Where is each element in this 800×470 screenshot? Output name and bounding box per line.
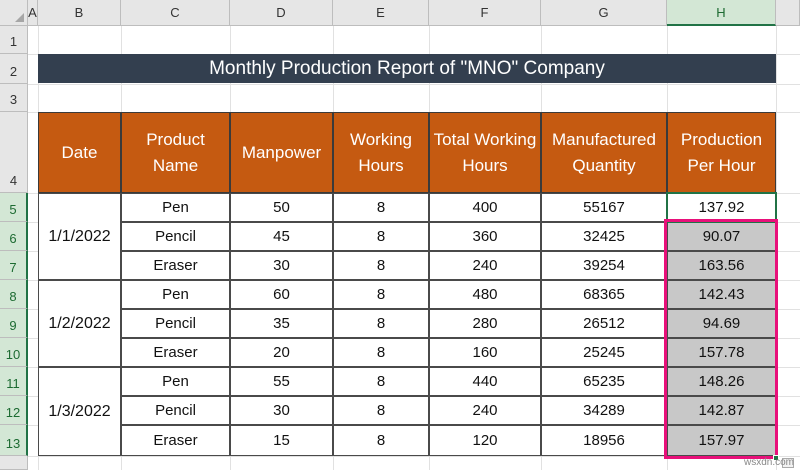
row-header-3[interactable]: 3: [0, 84, 28, 112]
column-header-e[interactable]: E: [333, 0, 429, 26]
manpower-cell[interactable]: 60: [230, 280, 333, 309]
manufactured-quantity-cell[interactable]: 32425: [541, 222, 667, 251]
manufactured-quantity-cell[interactable]: 68365: [541, 280, 667, 309]
date-cell[interactable]: 1/2/2022: [38, 280, 121, 367]
date-cell[interactable]: 1/3/2022: [38, 367, 121, 456]
table-header-date: Date: [38, 112, 121, 193]
total-working-hours-cell[interactable]: 480: [429, 280, 541, 309]
select-all-corner[interactable]: [0, 0, 28, 26]
product-name-cell[interactable]: Pen: [121, 367, 230, 396]
manufactured-quantity-cell[interactable]: 18956: [541, 425, 667, 456]
column-header-d[interactable]: D: [230, 0, 333, 26]
row-header-12[interactable]: 12: [0, 396, 28, 425]
watermark: wsxdn.com: [743, 457, 794, 468]
manufactured-quantity-cell[interactable]: 25245: [541, 338, 667, 367]
production-per-hour-cell[interactable]: 163.56: [667, 251, 776, 280]
production-per-hour-cell[interactable]: 157.78: [667, 338, 776, 367]
row-header-9[interactable]: 9: [0, 309, 28, 338]
manufactured-quantity-cell[interactable]: 65235: [541, 367, 667, 396]
table-header-manpower: Manpower: [230, 112, 333, 193]
gridline-horizontal: [28, 456, 800, 457]
product-name-cell[interactable]: Pen: [121, 193, 230, 222]
product-name-cell[interactable]: Pencil: [121, 222, 230, 251]
row-header-1[interactable]: 1: [0, 26, 28, 54]
manufactured-quantity-cell[interactable]: 34289: [541, 396, 667, 425]
manpower-cell[interactable]: 50: [230, 193, 333, 222]
row-header-6[interactable]: 6: [0, 222, 28, 251]
column-header-f[interactable]: F: [429, 0, 541, 26]
manpower-cell[interactable]: 55: [230, 367, 333, 396]
manufactured-quantity-cell[interactable]: 55167: [541, 193, 667, 222]
total-working-hours-cell[interactable]: 400: [429, 193, 541, 222]
column-header-a[interactable]: A: [28, 0, 38, 26]
row-header-2[interactable]: 2: [0, 54, 28, 84]
production-per-hour-cell[interactable]: 94.69: [667, 309, 776, 338]
production-per-hour-cell[interactable]: 90.07: [667, 222, 776, 251]
production-per-hour-cell[interactable]: 148.26: [667, 367, 776, 396]
report-title: Monthly Production Report of "MNO" Company: [38, 54, 776, 83]
working-hours-cell[interactable]: 8: [333, 425, 429, 456]
working-hours-cell[interactable]: 8: [333, 222, 429, 251]
product-name-cell[interactable]: Pen: [121, 280, 230, 309]
working-hours-cell[interactable]: 8: [333, 338, 429, 367]
total-working-hours-cell[interactable]: 240: [429, 251, 541, 280]
column-header-next[interactable]: [776, 0, 800, 26]
manpower-cell[interactable]: 30: [230, 396, 333, 425]
row-header-7[interactable]: 7: [0, 251, 28, 280]
product-name-cell[interactable]: Eraser: [121, 251, 230, 280]
gridline-horizontal: [28, 84, 800, 85]
total-working-hours-cell[interactable]: 440: [429, 367, 541, 396]
total-working-hours-cell[interactable]: 280: [429, 309, 541, 338]
column-header-g[interactable]: G: [541, 0, 667, 26]
table-header-total-working-hours: Total Working Hours: [429, 112, 541, 193]
table-header-working-hours: Working Hours: [333, 112, 429, 193]
row-header-next[interactable]: [0, 456, 28, 470]
table-header-product-name: Product Name: [121, 112, 230, 193]
total-working-hours-cell[interactable]: 360: [429, 222, 541, 251]
total-working-hours-cell[interactable]: 120: [429, 425, 541, 456]
row-header-11[interactable]: 11: [0, 367, 28, 396]
working-hours-cell[interactable]: 8: [333, 280, 429, 309]
row-header-5[interactable]: 5: [0, 193, 28, 222]
production-per-hour-cell[interactable]: 142.87: [667, 396, 776, 425]
production-per-hour-cell[interactable]: 157.97: [667, 425, 776, 456]
manpower-cell[interactable]: 15: [230, 425, 333, 456]
production-per-hour-cell[interactable]: 142.43: [667, 280, 776, 309]
manufactured-quantity-cell[interactable]: 39254: [541, 251, 667, 280]
row-header-10[interactable]: 10: [0, 338, 28, 367]
working-hours-cell[interactable]: 8: [333, 309, 429, 338]
select-all-icon: [15, 13, 24, 22]
manpower-cell[interactable]: 30: [230, 251, 333, 280]
manpower-cell[interactable]: 20: [230, 338, 333, 367]
row-header-4[interactable]: 4: [0, 112, 28, 193]
product-name-cell[interactable]: Eraser: [121, 338, 230, 367]
column-header-c[interactable]: C: [121, 0, 230, 26]
working-hours-cell[interactable]: 8: [333, 251, 429, 280]
product-name-cell[interactable]: Eraser: [121, 425, 230, 456]
row-header-13[interactable]: 13: [0, 425, 28, 456]
gridline-vertical: [776, 26, 777, 470]
manufactured-quantity-cell[interactable]: 26512: [541, 309, 667, 338]
date-cell[interactable]: 1/1/2022: [38, 193, 121, 280]
product-name-cell[interactable]: Pencil: [121, 396, 230, 425]
production-per-hour-cell[interactable]: 137.92: [667, 193, 776, 222]
working-hours-cell[interactable]: 8: [333, 193, 429, 222]
manpower-cell[interactable]: 35: [230, 309, 333, 338]
working-hours-cell[interactable]: 8: [333, 367, 429, 396]
table-header-manufactured-quantity: Manufactured Quantity: [541, 112, 667, 193]
column-header-h[interactable]: H: [667, 0, 776, 26]
manpower-cell[interactable]: 45: [230, 222, 333, 251]
total-working-hours-cell[interactable]: 160: [429, 338, 541, 367]
row-header-8[interactable]: 8: [0, 280, 28, 309]
column-header-b[interactable]: B: [38, 0, 121, 26]
working-hours-cell[interactable]: 8: [333, 396, 429, 425]
product-name-cell[interactable]: Pencil: [121, 309, 230, 338]
table-header-production-per-hour: Production Per Hour: [667, 112, 776, 193]
total-working-hours-cell[interactable]: 240: [429, 396, 541, 425]
